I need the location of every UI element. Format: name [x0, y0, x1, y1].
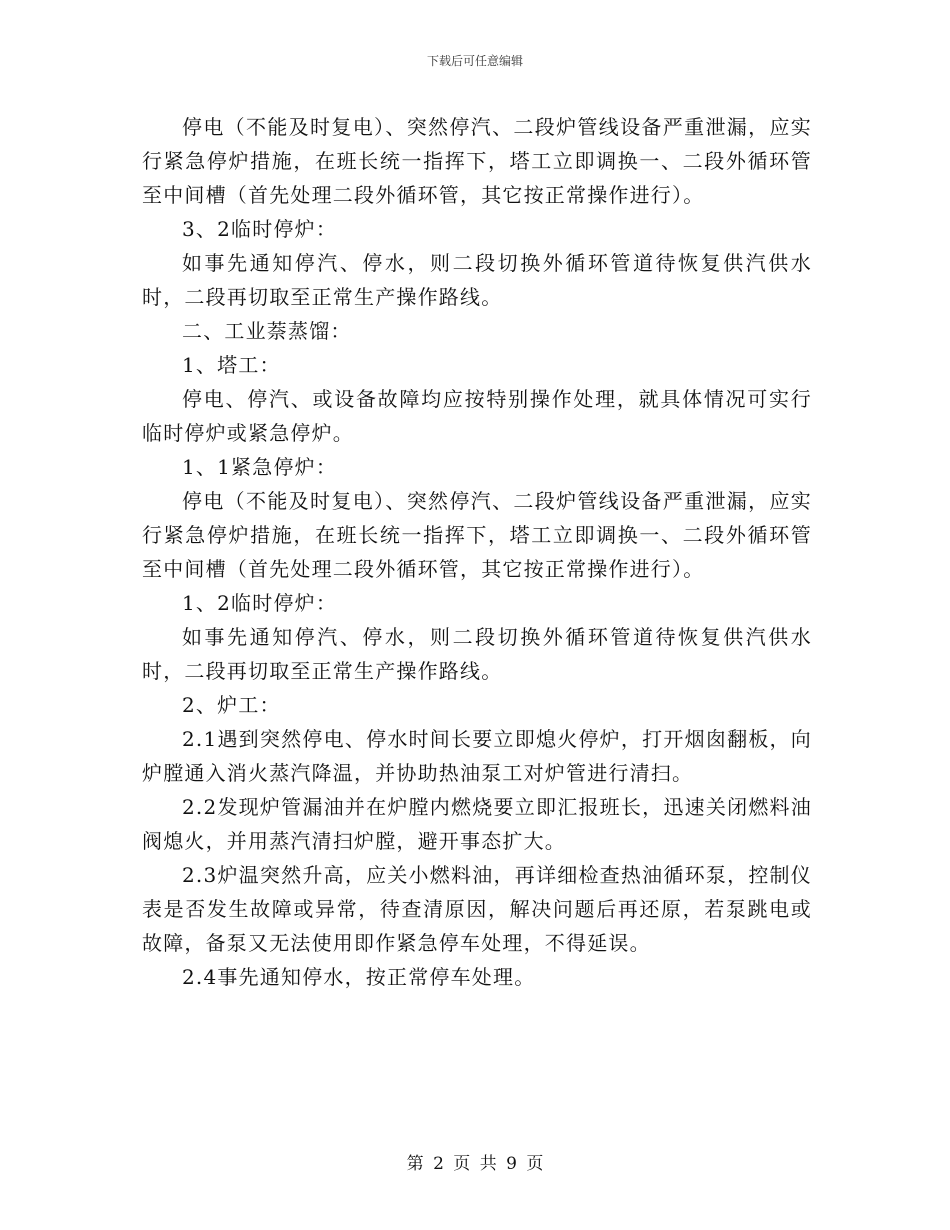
section-heading: 2、炉工： — [182, 693, 281, 717]
paragraph: 停电（不能及时复电）、突然停汽、二段炉管线设备严重泄漏，应实行紧急停炉措施，在班长统一指挥下，塔工立即调换一、二段外循环管至中间槽（首先处理二段外循环管，其它按正常操作进行）。 — [142, 489, 812, 581]
section-heading: 3、2临时停炉： — [182, 217, 338, 241]
paragraph: 停电、停汽、或设备故障均应按特别操作处理，就具体情况可实行临时停炉或紧急停炉。 — [142, 387, 812, 445]
section-heading: 1、2临时停炉： — [182, 591, 338, 615]
paragraph: 2.4事先通知停水，按正常停车处理。 — [182, 965, 536, 989]
paragraph: 2.3炉温突然升高，应关小燃料油，再详细检查热油循环泵，控制仪表是否发生故障或异常，待查清原因，解决问题后再还原，若泵跳电或故障，备泵又无法使用即作紧急停车处理，不得延误。 — [142, 863, 812, 955]
document-body — [142, 110, 812, 994]
paragraph: 如事先通知停汽、停水，则二段切换外循环管道待恢复供汽供水时，二段再切取至正常生产操作路线。 — [142, 251, 812, 309]
section-heading: 1、塔工： — [182, 353, 281, 377]
paragraph: 2.1遇到突然停电、停水时间长要立即熄火停炉，打开烟囱翻板，向炉膛通入消火蒸汽降温，并协助热油泵工对炉管进行清扫。 — [142, 727, 812, 785]
section-heading: 1、1紧急停炉： — [182, 455, 338, 479]
page-number-footer: 第 2 页 共 9 页 — [406, 1154, 544, 1174]
paragraph: 2.2发现炉管漏油并在炉膛内燃烧要立即汇报班长，迅速关闭燃料油阀熄火，并用蒸汽清扫炉膛，避开事态扩大。 — [142, 795, 812, 853]
paragraph: 如事先通知停汽、停水，则二段切换外循环管道待恢复供汽供水时，二段再切取至正常生产操作路线。 — [142, 625, 812, 683]
section-heading: 二、工业萘蒸馏： — [182, 319, 352, 343]
page-header: 下载后可任意编辑 — [426, 54, 523, 68]
paragraph: 停电（不能及时复电）、突然停汽、二段炉管线设备严重泄漏，应实行紧急停炉措施，在班长统一指挥下，塔工立即调换一、二段外循环管至中间槽（首先处理二段外循环管，其它按正常操作进行）。 — [142, 115, 812, 207]
